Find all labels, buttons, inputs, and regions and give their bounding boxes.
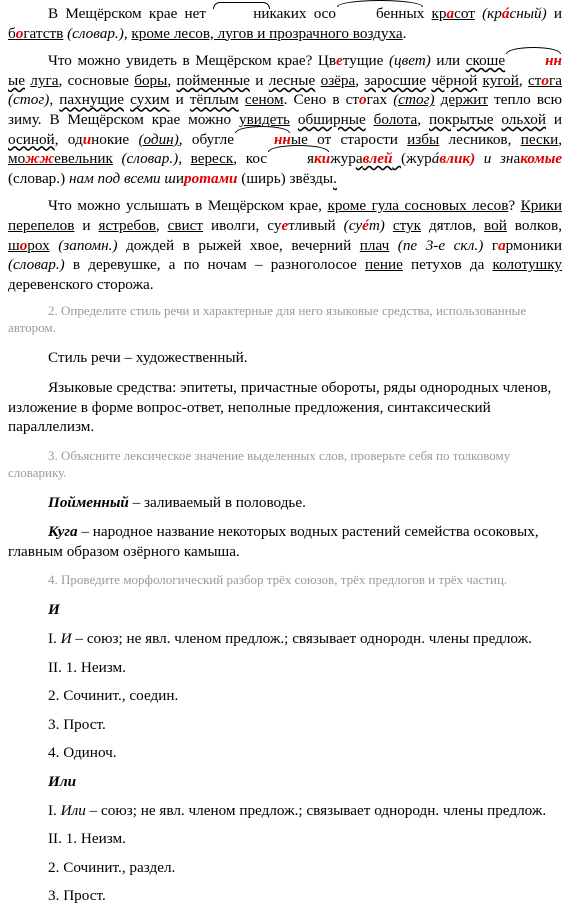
text-run [398, 131, 407, 148]
text-run: деревенского сторожа. [8, 275, 154, 293]
term: Пойменный [48, 493, 129, 511]
text-run [389, 237, 398, 254]
text-run: (жур [401, 150, 432, 168]
text-run: (стог) [393, 91, 435, 109]
text-run: ые от старости [290, 130, 398, 148]
underlined-word: держит [440, 91, 488, 109]
text-run: В Мещёрском крае нет [48, 5, 214, 22]
text-run: т) [368, 216, 385, 234]
text-run: б [8, 24, 16, 42]
text-run [392, 150, 401, 167]
underlined-word: Крики [520, 197, 562, 215]
text-run: Что можно услышать в Мещёрском крае, [48, 197, 328, 215]
language-means: Языковые средства: эпитеты, причастные обороты, ряды однородных членов, изложение в форме вопрос-ответ, неполные предложения, синтаксический параллелизм. [8, 378, 552, 436]
text-run: ые [8, 71, 25, 89]
question-2: 2. Определите стиль речи и характерные для него языковые средства, использованные автором. [8, 303, 527, 336]
underlined-word: свист [167, 216, 204, 234]
text-run: мо [8, 150, 26, 168]
underlined-word: пение [365, 256, 403, 274]
text-run: жур [330, 150, 356, 168]
text-run: иволги, су [203, 216, 282, 234]
text-run: рмоники [505, 236, 562, 254]
underlined-word: перепелов [8, 216, 75, 234]
wavy-word: ольхой [501, 110, 547, 128]
underlined-word: болота [373, 110, 418, 128]
underlined-word: ястребов [98, 216, 156, 234]
text-run: I. [48, 801, 61, 819]
text-run: дождей в рыжей хвое, вечерний [117, 236, 360, 254]
text-run: нокие [91, 130, 139, 148]
wavy-word: обширные [297, 110, 366, 128]
text-run [424, 5, 431, 22]
text-run: евельник [54, 150, 113, 168]
text-run: Что можно увидеть в Мещёрском крае? Цв [48, 52, 337, 70]
underlined-word [528, 72, 562, 89]
suffix-mark: бенных [336, 4, 424, 24]
underlined-word: пески [520, 130, 559, 148]
text-run: (один) [138, 130, 179, 148]
definition-text: – заливаемый в половодье. [128, 493, 306, 511]
text-run: скоше [465, 52, 506, 70]
highlight-letter: е [281, 216, 289, 234]
underlined-word: плач [359, 236, 390, 254]
underlined-word [432, 5, 475, 22]
text-run: гах [366, 91, 388, 109]
analysis-line [8, 629, 562, 649]
wavy-word: лесные [268, 71, 316, 89]
text-run: кр [431, 5, 447, 22]
text-run: (пе 3-е скл.) [397, 236, 484, 254]
underlined-word [8, 237, 50, 254]
text-run: , [49, 91, 60, 109]
term: Куга [48, 523, 78, 541]
highlight-letter: и [82, 130, 92, 148]
text-run: петухов да [402, 256, 493, 274]
text-run: И [60, 630, 72, 648]
text-run: (словар.) [121, 150, 179, 168]
wavy-word: чёрной [431, 71, 478, 89]
wavy-word: заросшие [364, 71, 427, 89]
question-3: 3. Объясните лексическое значение выделенных слов, проверьте себя по толковому словарику. [8, 447, 511, 480]
text-run [290, 111, 298, 128]
text-run: сот [454, 5, 475, 22]
text-run: каких осо [269, 5, 336, 22]
underlined-word [267, 149, 330, 169]
text-run: (словар.) [8, 256, 65, 274]
highlight-letter: влей [362, 150, 393, 168]
text-run [366, 111, 374, 128]
prefix-mark: ни [213, 4, 269, 24]
underlined-word: колотушку [492, 256, 562, 274]
underlined-word: вой [484, 216, 507, 234]
text-run: и [546, 110, 563, 128]
underlined-word: кугой [482, 71, 519, 89]
text-run: , обугле [178, 130, 234, 148]
text-run: (запомн.) [58, 236, 118, 254]
text-run: тущие [342, 52, 384, 70]
text-run: , од [54, 130, 83, 148]
wavy-word: пахнущие [59, 91, 124, 109]
highlight-letter: о [541, 71, 550, 89]
underlined-word: вереск [190, 150, 234, 168]
text-run: сный) [509, 5, 547, 22]
definition-1 [8, 493, 562, 513]
underlined-word: сеном [244, 91, 284, 109]
highlight-letter: а [446, 5, 455, 22]
text-run: , кос [233, 150, 268, 168]
underlined-word [8, 150, 113, 167]
highlight-letter: е [336, 52, 343, 70]
text-run [50, 237, 59, 254]
text-run: (су [343, 216, 363, 234]
text-run: я [307, 150, 315, 168]
highlight-letter: а [498, 236, 506, 254]
text-run: (цвет) [388, 52, 431, 70]
text-run: , [558, 130, 562, 148]
highlight-letter: о [358, 91, 367, 109]
text-run [385, 217, 393, 234]
definition-text: – народное название некоторых водных растений семейства осоковых, главным образом озёрного камыша. [8, 523, 539, 560]
heading-ili: Или [48, 773, 77, 791]
text-run: , [355, 71, 365, 89]
wavy-word [356, 150, 401, 167]
text-run: á [431, 150, 440, 168]
text-run: . [402, 24, 407, 42]
highlight-letter: é [362, 216, 369, 234]
analysis-line: 4. Одиноч. [48, 744, 117, 762]
analysis-line: 3. Прост. [48, 887, 106, 905]
text-run: и [546, 5, 562, 22]
text-run: и [249, 71, 269, 89]
text-run: (ширь) [241, 169, 286, 187]
underlined-word: увидеть [239, 110, 290, 128]
text-run: , [155, 216, 168, 234]
paragraph-1 [8, 4, 562, 43]
text-run: ? [508, 197, 521, 215]
wavy-word: . [333, 169, 337, 187]
highlight-letter: ки [314, 150, 331, 168]
analysis-line: II. 1. Неизм. [48, 658, 126, 676]
text-run: , [123, 24, 132, 42]
heading-i: И [48, 601, 60, 619]
underlined-word: озёра [320, 71, 356, 89]
text-run: дятлов, [420, 216, 485, 234]
text-run: а [513, 150, 521, 168]
wavy-word: сухим [130, 91, 170, 109]
text-run: волков, [506, 216, 562, 234]
text-run: га [549, 71, 562, 89]
question-4: 4. Проведите морфологический разбор трёх союзов, трёх предлогов и трёх частиц. [48, 572, 508, 588]
underlined-word: луга [30, 71, 59, 89]
analysis-line: 3. Прост. [48, 715, 106, 733]
highlight-letter: о [15, 24, 24, 42]
text-run: . Сено в ст [283, 91, 359, 109]
text-run: гатств [23, 24, 64, 42]
text-run: г [483, 236, 499, 254]
highlight-letter: о [19, 236, 28, 254]
text-run: (стог) [8, 91, 50, 109]
highlight-letter: нн [234, 130, 291, 150]
text-run: в деревушке, а по ночам – разноголосое [64, 256, 365, 274]
style-statement: Стиль речи – художественный. [48, 349, 248, 367]
highlight-letter: нн [505, 51, 562, 71]
paragraph-3 [8, 196, 562, 294]
definition-2 [8, 522, 562, 561]
underlined-word: избы [407, 130, 440, 148]
analysis-line: 2. Сочинит., раздел. [48, 858, 176, 876]
text-run: – союз; не явл. членом предлож.; связывает однородн. члены предлож. [71, 630, 532, 648]
text-run: тепло всю зиму. В Мещёрском крае можно [8, 91, 563, 128]
wavy-word: покрытые [428, 110, 494, 128]
analysis-line [8, 801, 562, 821]
text-run: и зн [475, 150, 514, 168]
paragraph-2 [8, 51, 562, 188]
text-run: (словар.) [8, 169, 66, 187]
analysis-line: 2. Сочинит., соедин. [48, 687, 179, 705]
underlined-phrase: кроме лесов, лугов и прозрачного воздуха [131, 24, 403, 42]
text-run: а [355, 150, 363, 168]
text-run: звёзды [289, 169, 334, 187]
text-run: кр [487, 5, 502, 22]
text-run: и [175, 169, 185, 187]
text-run: – союз; не явл. членом предлож.; связывает однородн. члены предлож. [85, 801, 547, 819]
underlined-word: боры [134, 71, 168, 89]
text-run: I. [48, 630, 61, 648]
underlined-word: стук [392, 216, 421, 234]
highlight-letter: ротами [184, 169, 242, 187]
text-run: , [178, 150, 191, 168]
wavy-word: осиной [8, 130, 55, 148]
text-run: или [430, 52, 466, 70]
wavy-word: пойменные [176, 71, 250, 89]
highlight-letter: влик) [439, 150, 476, 168]
text-run: , сосновые [58, 71, 135, 89]
text-run: , [167, 71, 177, 89]
highlight-letter: комые [520, 150, 563, 168]
text-run: рох [27, 236, 50, 254]
analysis-line: II. 1. Неизм. [48, 830, 126, 848]
text-run: (словар.) [67, 24, 124, 42]
underlined-phrase: кроме гула сосновых лесов [327, 197, 509, 215]
underlined-word [8, 25, 63, 42]
text-run: ш [8, 236, 20, 254]
text-run: Или [60, 801, 86, 819]
text-run: , [518, 71, 529, 89]
text-run: , [417, 110, 429, 128]
highlight-letter: á [501, 5, 510, 22]
text-run: и [74, 216, 99, 234]
text-run: нам под всеми ш [65, 169, 176, 187]
text-run: ( [474, 5, 488, 22]
highlight-letter: жж [25, 150, 55, 168]
text-run: лесников, [439, 130, 521, 148]
text-run: тливый [288, 216, 344, 234]
text-run: ст [528, 71, 542, 89]
wavy-word: тёплым [189, 91, 239, 109]
text-run: и [169, 91, 190, 109]
